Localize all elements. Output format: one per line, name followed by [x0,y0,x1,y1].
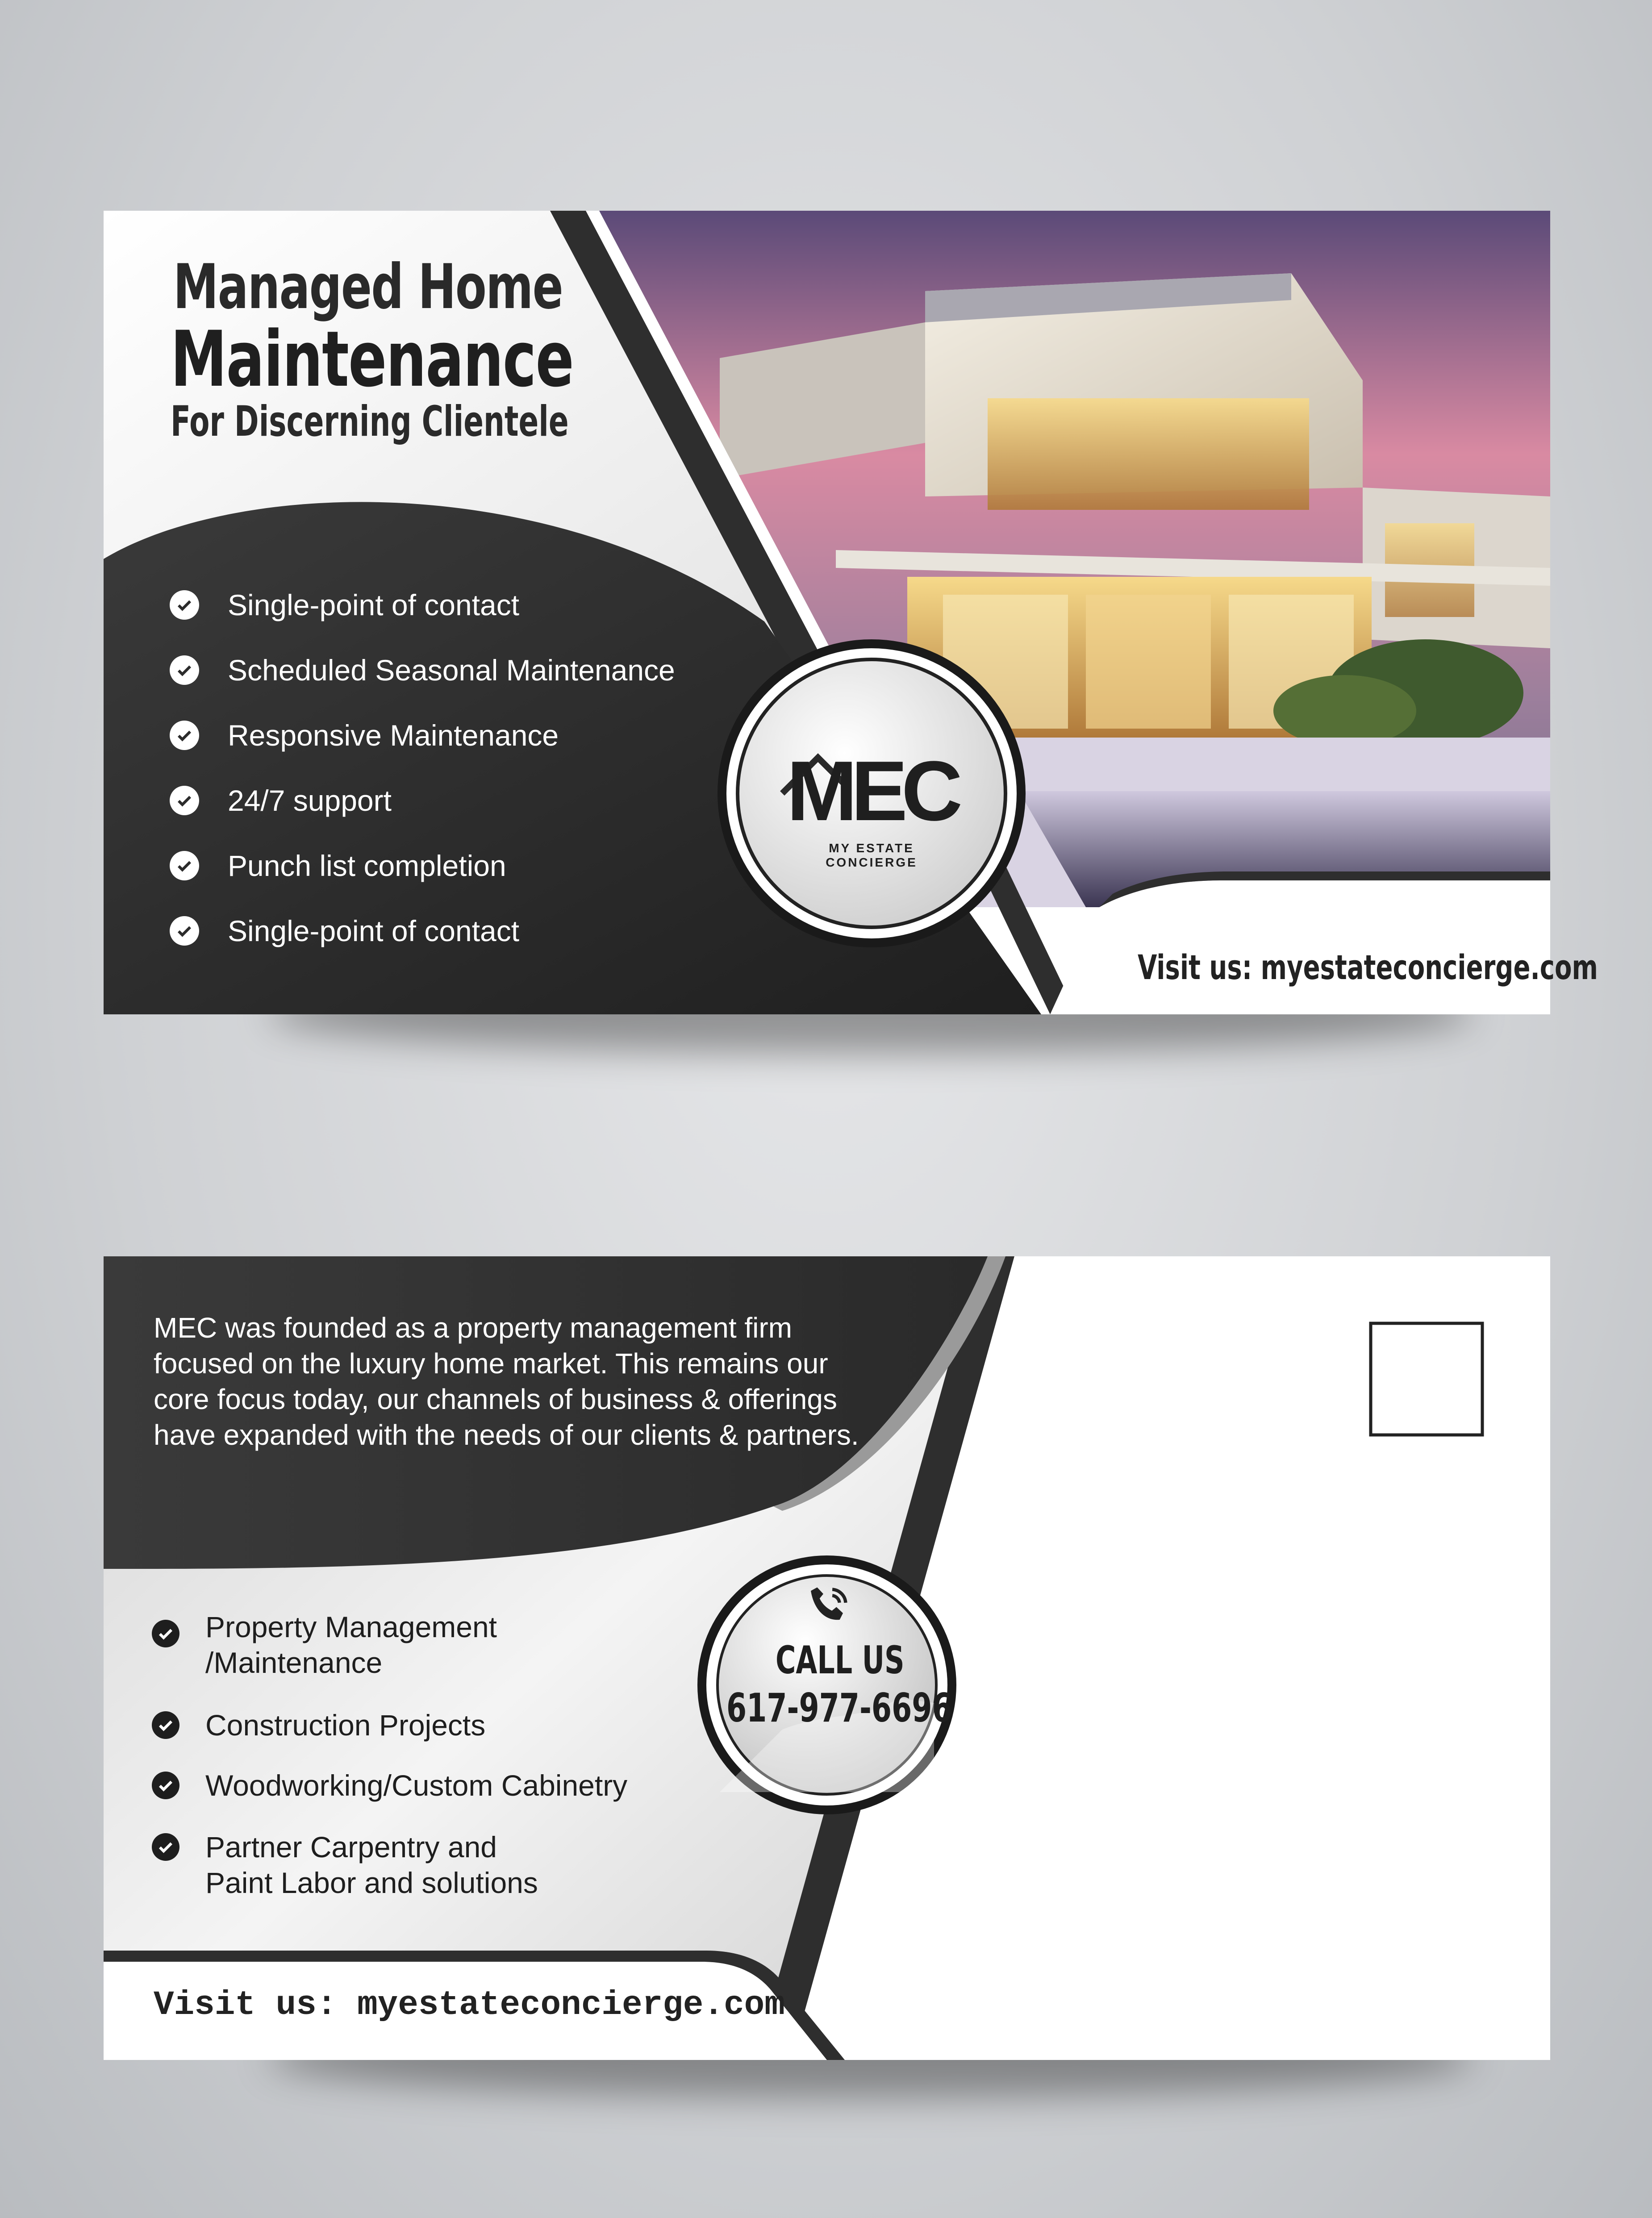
check-icon [170,590,199,620]
back-visit-link[interactable]: Visit us: myestateconcierge.com [154,1986,785,2024]
feature-label: Scheduled Seasonal Maintenance [228,654,675,687]
check-icon [152,1833,179,1861]
check-icon [170,655,199,685]
postcard-front [104,211,1598,1014]
list-item [170,718,559,752]
feature-label: Responsive Maintenance [228,719,559,752]
check-icon [152,1772,179,1799]
check-icon [170,721,199,750]
phone-icon [804,1582,853,1631]
front-visit-link[interactable]: Visit us: myestateconcierge.com [1138,947,1598,987]
feature-label: Single-point of contact [228,914,520,947]
feature-label: 24/7 support [228,784,392,817]
list-item [170,653,675,687]
list-item [152,1829,538,1901]
postcard-back [104,1256,1550,2060]
list-item [170,588,519,622]
call-us-label: CALL US [776,1638,905,1683]
front-title-line2: Maintenance [171,314,574,404]
feature-label: Punch list completion [228,849,506,882]
list-item [152,1707,485,1743]
list-item [170,849,506,883]
about-text: MEC was founded as a property management firm focused on the luxury home market. This remains our core focus today, our channels of business & offerings have expanded with the needs of our clients & partners. [154,1312,859,1451]
phone-number[interactable]: 617-977-6696 [726,1685,952,1731]
front-title-line1: Managed Home [173,251,563,323]
check-icon [170,851,199,880]
feature-label: Single-point of contact [228,588,520,621]
logo-tagline: MY ESTATE CONCIERGE [826,841,918,869]
service-label: Paint Labor and solutions [205,1866,538,1899]
service-label: Woodworking/Custom Cabinetry [205,1769,628,1802]
list-item [152,1768,627,1803]
list-item [170,784,392,817]
service-label: Property Management [205,1610,497,1643]
front-subtitle: For Discerning Clientele [171,397,569,446]
list-item [152,1609,497,1680]
check-icon [152,1620,179,1647]
logo-mark: MEC [786,744,957,838]
service-label: Partner Carpentry and [205,1830,497,1864]
check-icon [170,916,199,946]
service-label: /Maintenance [205,1646,383,1679]
list-item [170,914,519,948]
check-icon [170,786,199,815]
check-icon [152,1711,179,1739]
service-label: Construction Projects [205,1709,486,1742]
